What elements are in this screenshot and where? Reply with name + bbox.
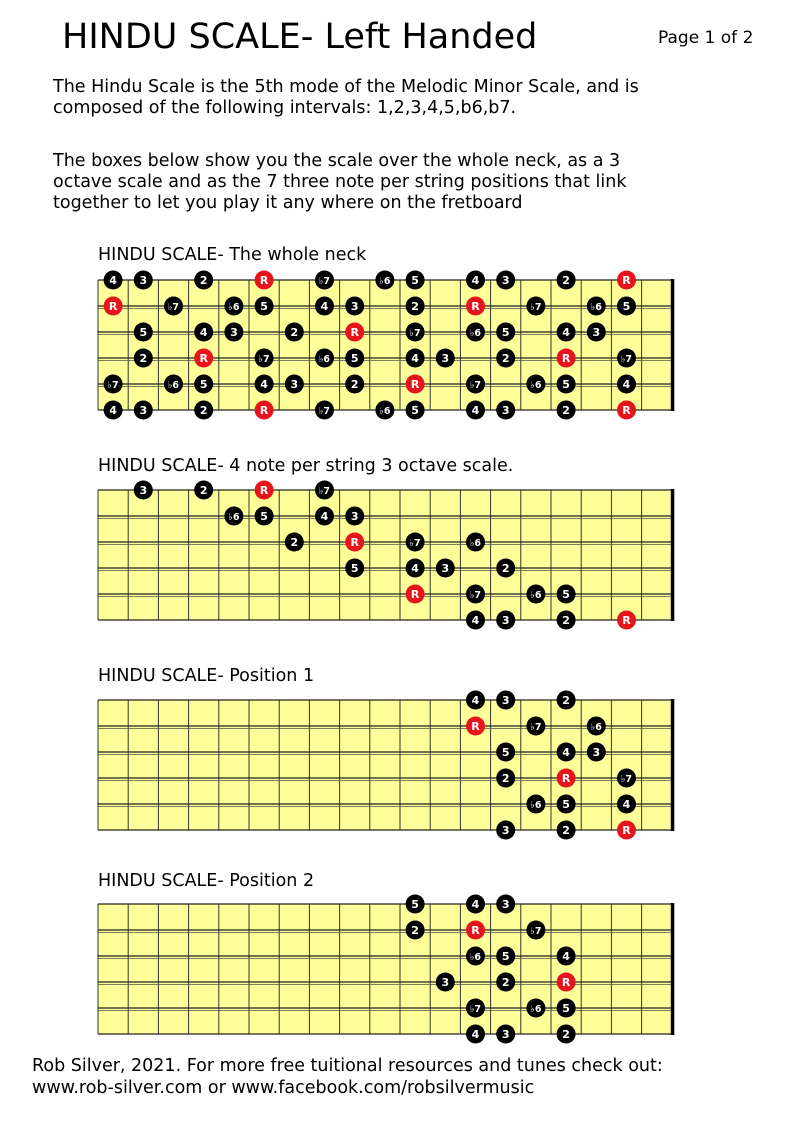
note-label: 5 [260, 510, 268, 523]
note-label: ♭7 [318, 406, 331, 417]
note-label: 2 [199, 274, 208, 287]
note-label: R [561, 772, 571, 785]
note-label: R [350, 536, 359, 549]
fretboard-position-1 [90, 688, 690, 848]
note-label: 5 [260, 300, 268, 313]
intro-line: The boxes below show you the scale over the whole neck, as a 3 [53, 151, 621, 171]
nut [671, 903, 675, 1035]
note-label: 3 [290, 378, 299, 391]
nut [671, 699, 675, 831]
note-label: 2 [562, 404, 570, 417]
note-label: ♭7 [409, 538, 421, 549]
note-label: R [471, 300, 480, 313]
note-label: 5 [411, 404, 419, 417]
note-label: 5 [622, 300, 631, 313]
diagram-title-whole-neck: HINDU SCALE- The whole neck [98, 245, 367, 265]
note-label: 3 [501, 898, 510, 911]
intro-paragraph-2 [53, 151, 753, 214]
note-label: 4 [562, 950, 570, 963]
note-label: 5 [562, 588, 570, 601]
note-label: 5 [501, 746, 510, 759]
note-label: R [561, 352, 571, 365]
diagram-title-position-2: HINDU SCALE- Position 2 [98, 871, 315, 891]
intro-line: The Hindu Scale is the 5th mode of the Melodic Minor Scale, and is [53, 77, 639, 97]
note-label: ♭6 [379, 406, 391, 417]
intro-line: octave scale and as the 7 three note per string positions that link [53, 172, 627, 192]
note-label: 3 [592, 746, 601, 759]
note-label: R [471, 720, 480, 733]
diagram-title-position-1: HINDU SCALE- Position 1 [98, 666, 315, 686]
note-label: R [622, 824, 631, 837]
note-label: 4 [471, 694, 480, 707]
note-label: R [199, 352, 208, 365]
note-label: 3 [501, 694, 510, 707]
note-label: ♭6 [469, 328, 482, 339]
fretboard-background [98, 490, 672, 620]
note-label: ♭7 [409, 328, 421, 339]
note-label: 5 [562, 378, 570, 391]
note-label: 5 [411, 274, 419, 287]
note-label: ♭7 [107, 380, 119, 391]
note-label: 4 [320, 300, 329, 313]
intro-line: together to let you play it any where on the fretboard [53, 193, 523, 213]
note-label: 3 [350, 300, 359, 313]
note-label: 5 [501, 326, 510, 339]
note-label: ♭7 [620, 354, 633, 365]
page-number: Page 1 of 2 [658, 28, 754, 48]
note-label: 4 [471, 614, 480, 627]
note-label: 2 [199, 484, 208, 497]
note-label: R [259, 484, 269, 497]
note-label: R [622, 614, 631, 627]
note-label: 3 [441, 352, 450, 365]
note-label: 3 [501, 614, 510, 627]
note-label: ♭7 [469, 380, 482, 391]
note-label: 5 [350, 352, 359, 365]
intro-paragraph-1 [53, 77, 753, 119]
note-label: ♭7 [469, 1004, 482, 1015]
note-label: 2 [562, 824, 570, 837]
fretboard-whole-neck [90, 268, 690, 428]
note-label: ♭6 [318, 354, 331, 365]
note-label: 2 [562, 614, 570, 627]
intro-line: composed of the following intervals: 1,2,3,4,5,b6,b7. [53, 98, 517, 118]
note-label: R [622, 274, 631, 287]
note-label: 2 [562, 694, 570, 707]
note-label: 2 [411, 924, 419, 937]
footer-line: www.rob-silver.com or www.facebook.com/robsilvermusic [32, 1078, 535, 1098]
note-label: 3 [139, 484, 148, 497]
note-label: 5 [562, 1002, 570, 1015]
note-label: ♭6 [167, 380, 180, 391]
fretboard-background [98, 700, 672, 830]
note-label: 3 [350, 510, 359, 523]
note-label: 3 [441, 562, 450, 575]
note-label: ♭6 [228, 512, 240, 523]
nut [671, 489, 675, 621]
note-label: 4 [109, 274, 117, 287]
note-label: 2 [290, 536, 299, 549]
note-label: R [259, 274, 269, 287]
note-label: 5 [411, 898, 419, 911]
note-label: R [410, 588, 420, 601]
diagram-title-3-octave: HINDU SCALE- 4 note per string 3 octave scale. [98, 456, 514, 476]
note-label: 3 [501, 824, 510, 837]
note-label: 3 [139, 274, 148, 287]
note-label: 5 [139, 326, 148, 339]
note-label: ♭6 [530, 590, 542, 601]
note-label: 2 [139, 352, 148, 365]
note-label: ♭7 [620, 774, 633, 785]
note-label: 4 [471, 898, 480, 911]
note-label: ♭7 [530, 722, 542, 733]
note-label: 4 [411, 562, 419, 575]
note-label: 4 [471, 274, 480, 287]
note-label: 2 [199, 404, 208, 417]
note-label: 4 [622, 798, 631, 811]
note-label: ♭6 [228, 302, 240, 313]
note-label: R [350, 326, 359, 339]
footer-line: Rob Silver, 2021. For more free tuitional resources and tunes check out: [32, 1056, 663, 1076]
note-label: ♭7 [469, 590, 482, 601]
note-label: 4 [562, 746, 570, 759]
note-label: 2 [411, 300, 419, 313]
note-label: ♭7 [318, 486, 331, 497]
nut [671, 279, 675, 411]
note-label: 2 [501, 562, 510, 575]
note-label: 4 [320, 510, 329, 523]
note-label: ♭7 [530, 302, 542, 313]
note-label: 3 [441, 976, 450, 989]
note-label: R [622, 404, 631, 417]
fretboard-3-octave [90, 478, 690, 638]
note-label: 4 [411, 352, 419, 365]
note-label: ♭7 [167, 302, 180, 313]
note-label: 4 [471, 404, 480, 417]
note-label: 2 [501, 976, 510, 989]
note-label: 5 [562, 798, 570, 811]
note-label: ♭6 [530, 1004, 542, 1015]
note-label: R [561, 976, 571, 989]
note-label: 5 [501, 950, 510, 963]
note-label: 2 [501, 352, 510, 365]
note-label: 4 [260, 378, 268, 391]
note-label: 2 [350, 378, 359, 391]
note-label: ♭6 [530, 800, 542, 811]
note-label: ♭6 [469, 952, 482, 963]
note-label: 3 [501, 274, 510, 287]
note-label: 5 [350, 562, 359, 575]
note-label: R [108, 300, 118, 313]
note-label: 4 [562, 326, 570, 339]
note-label: ♭7 [258, 354, 270, 365]
note-label: ♭6 [530, 380, 542, 391]
fretboard-position-2 [90, 892, 690, 1052]
fretboard-background [98, 280, 672, 410]
note-label: ♭6 [379, 276, 391, 287]
note-label: 3 [501, 1028, 510, 1041]
note-label: ♭7 [318, 276, 331, 287]
note-label: 3 [139, 404, 148, 417]
note-label: 2 [290, 326, 299, 339]
note-label: R [410, 378, 420, 391]
note-label: 2 [562, 1028, 570, 1041]
note-label: 3 [230, 326, 238, 339]
note-label: 4 [199, 326, 208, 339]
note-label: 4 [622, 378, 631, 391]
fretboard-background [98, 904, 672, 1034]
note-label: 4 [471, 1028, 480, 1041]
note-label: ♭6 [590, 302, 602, 313]
note-label: ♭6 [590, 722, 602, 733]
note-label: ♭7 [530, 926, 542, 937]
page-title: HINDU SCALE- Left Handed [62, 17, 538, 57]
note-label: 2 [562, 274, 570, 287]
note-label: R [259, 404, 269, 417]
note-label: 2 [501, 772, 510, 785]
note-label: 4 [109, 404, 117, 417]
footer-credit [32, 1055, 663, 1099]
note-label: 5 [199, 378, 208, 391]
note-label: ♭6 [469, 538, 482, 549]
note-label: 3 [501, 404, 510, 417]
note-label: R [471, 924, 480, 937]
note-label: 3 [592, 326, 601, 339]
